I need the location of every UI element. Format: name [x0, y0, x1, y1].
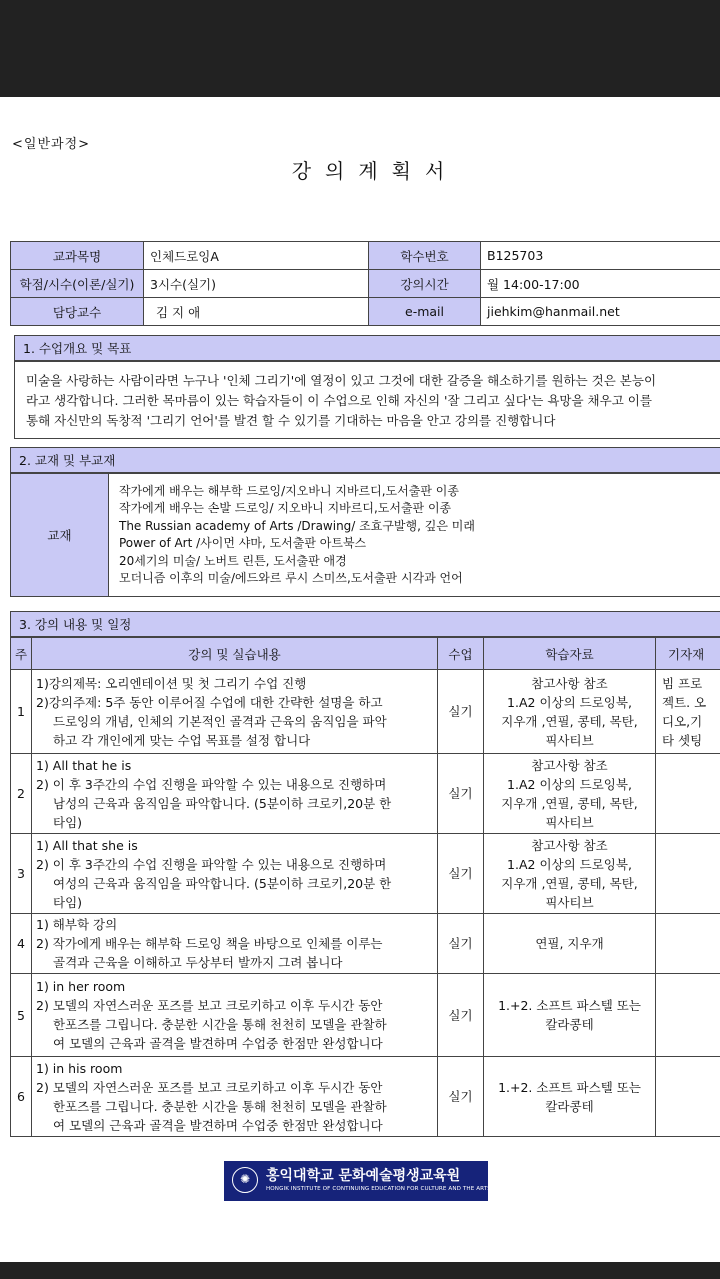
content-line: 1) 해부학 강의 — [36, 917, 118, 932]
course-code-label: 학수번호 — [369, 242, 481, 270]
bottom-bar — [0, 1262, 720, 1279]
info-row — [11, 270, 720, 298]
textbook-list — [109, 474, 720, 597]
material-line: 1.A2 이상의 드로잉북, — [507, 776, 632, 792]
content-line: 여 모델의 근육과 골격을 발견하며 수업중 한점만 완성합니다 — [53, 1036, 383, 1051]
week-content — [32, 914, 438, 974]
material-line: 연필, 지우개 — [535, 936, 604, 951]
week-method: 실기 — [438, 670, 484, 754]
professor-value: 김 지 애 — [144, 298, 369, 326]
material-line: 지우개 ,연필, 콩테, 목탄, — [501, 795, 638, 811]
material-line: 참고사항 참조 — [531, 837, 608, 853]
week-equipment — [656, 974, 720, 1057]
content-line: 2) 작가에게 배우는 해부학 드로잉 책을 바탕으로 인체를 이루는 — [36, 936, 383, 951]
table-row — [11, 754, 720, 834]
col-content: 강의 및 실습내용 — [32, 638, 438, 670]
textbook-item: Power of Art /사이먼 샤마, 도서출판 아트북스 — [119, 536, 367, 550]
material-line: 지우개 ,연필, 콩테, 목탄, — [501, 713, 638, 729]
content-line: 2) 모델의 자연스러운 포즈를 보고 크로키하고 이후 두시간 동안 — [36, 998, 383, 1013]
week-equipment — [656, 754, 720, 834]
content-line: 1) All that he is — [36, 757, 132, 773]
material-line: 1.+2. 소프트 파스텔 또는 — [498, 1079, 641, 1095]
week-content — [32, 834, 438, 914]
institute-name-korean: 홍익대학교 문화예술평생교육원 — [266, 1168, 461, 1184]
schedule-table — [10, 637, 720, 1137]
week-number: 1 — [11, 670, 32, 754]
material-line: 참고사항 참조 — [531, 675, 608, 691]
section1-body — [14, 361, 720, 439]
institute-name-english: HONGIK INSTITUTE OF CONTINUING EDUCATION FOR CULTURE AND THE ARTS — [266, 1186, 491, 1192]
overview-line: 미술을 사랑하는 사람이라면 누구나 '인체 그리기'에 열정이 있고 그것에 대한 갈증을 해소하기를 원하는 것은 본능이 — [26, 373, 657, 388]
week-method: 실기 — [438, 914, 484, 974]
content-line: 여 모델의 근육과 골격을 발견하며 수업중 한점만 완성합니다 — [53, 1117, 383, 1133]
week-number: 4 — [11, 914, 32, 974]
textbook-table — [10, 473, 720, 597]
week-equipment — [656, 670, 720, 754]
info-row — [11, 242, 720, 270]
equipment-line: 젝트. 오 — [662, 694, 707, 710]
lecture-time-label: 강의시간 — [369, 270, 481, 298]
section1-heading: 1. 수업개요 및 목표 — [14, 335, 720, 361]
table-row — [11, 974, 720, 1057]
week-number: 5 — [11, 974, 32, 1057]
course-name-value: 인체드로잉A — [144, 242, 369, 270]
content-line: 드로잉의 개념, 인체의 기본적인 골격과 근육의 움직임을 파악 — [53, 713, 387, 729]
content-line: 하고 각 개인에게 맞는 수업 목표를 설정 합니다 — [53, 732, 311, 748]
col-equipment: 기자재 — [656, 638, 720, 670]
textbook-item: The Russian academy of Arts /Drawing/ 조효구발행, 깊은 미래 — [119, 518, 475, 533]
content-line: 1) in his room — [36, 1060, 123, 1076]
week-equipment — [656, 1057, 720, 1137]
section3-heading: 3. 강의 내용 및 일정 — [10, 611, 720, 637]
material-line: 1.A2 이상의 드로잉북, — [507, 694, 632, 710]
week-method: 실기 — [438, 974, 484, 1057]
week-materials — [484, 1057, 656, 1137]
top-bar — [0, 0, 720, 97]
textbook-item: 작가에게 배우는 손발 드로잉/ 지오바니 지바르디,도서출판 이종 — [119, 501, 452, 515]
institute-logo — [224, 1161, 491, 1201]
content-line: 타임) — [53, 894, 83, 910]
material-line: 픽사티브 — [545, 814, 594, 830]
week-equipment — [656, 914, 720, 974]
overview-line: 라고 생각합니다. 그러한 목마름이 있는 학습자들이 이 수업으로 인해 자신의 '잘 그리고 싶다'는 욕망을 채우고 이를 — [26, 393, 652, 408]
col-week: 주 — [11, 638, 32, 670]
week-materials — [484, 670, 656, 754]
lecture-time-value: 월 14:00-17:00 — [481, 270, 720, 298]
equipment-line: 디오,기 — [662, 713, 703, 729]
col-method: 수업 — [438, 638, 484, 670]
section2-heading: 2. 교재 및 부교재 — [10, 447, 720, 473]
week-content — [32, 670, 438, 754]
content-line: 여성의 근육과 움직임을 파악합니다. (5분이하 크로키,20분 한 — [53, 875, 392, 891]
course-type: <일반과정> — [12, 137, 91, 152]
textbook-item: 모더니즘 이후의 미술/에드와르 루시 스미쓰,도서출판 시각과 언어 — [119, 571, 463, 585]
week-number: 3 — [11, 834, 32, 914]
content-line: 남성의 근육과 움직임을 파악합니다. (5분이하 크로키,20분 한 — [53, 795, 392, 811]
content-line: 2)강의주제: 5주 동안 이루어질 수업에 대한 간략한 설명을 하고 — [36, 694, 383, 710]
week-content — [32, 974, 438, 1057]
content-line: 1) in her room — [36, 979, 126, 994]
week-method: 실기 — [438, 1057, 484, 1137]
page-title: 강의계획서 — [291, 159, 459, 183]
course-name-label: 교과목명 — [11, 242, 144, 270]
week-materials — [484, 914, 656, 974]
textbook-item: 20세기의 미술/ 노버트 린튼, 도서출판 애경 — [119, 553, 347, 568]
material-line: 1.+2. 소프트 파스텔 또는 — [498, 998, 641, 1013]
col-materials: 학습자료 — [484, 638, 656, 670]
email-label: e-mail — [369, 298, 481, 326]
week-materials — [484, 974, 656, 1057]
week-method: 실기 — [438, 754, 484, 834]
material-line: 픽사티브 — [545, 732, 594, 748]
content-line: 한포즈를 그립니다. 충분한 시간을 통해 천천히 모델을 관찰하 — [53, 1017, 387, 1032]
content-line: 1)강의제목: 오리엔테이션 및 첫 그리기 수업 진행 — [36, 675, 307, 691]
material-line: 픽사티브 — [545, 894, 594, 910]
table-row — [11, 670, 720, 754]
content-line: 2) 이 후 3주간의 수업 진행을 파악할 수 있는 내용으로 진행하며 — [36, 856, 387, 872]
week-content — [32, 1057, 438, 1137]
content-line: 2) 모델의 자연스러운 포즈를 보고 크로키하고 이후 두시간 동안 — [36, 1079, 383, 1095]
schedule-header-row — [11, 638, 720, 670]
overview-line: 통해 자신만의 독창적 '그리기 언어'를 발견 할 수 있기를 기대하는 마음을 안고 강의를 진행합니다 — [26, 413, 556, 428]
table-row — [11, 1057, 720, 1137]
equipment-line: 타 셋팅 — [662, 732, 703, 748]
week-equipment — [656, 834, 720, 914]
equipment-line: 빔 프로 — [662, 675, 703, 691]
credits-value: 3시수(실기) — [144, 270, 369, 298]
week-method: 실기 — [438, 834, 484, 914]
table-row — [11, 914, 720, 974]
material-line: 지우개 ,연필, 콩테, 목탄, — [501, 875, 638, 891]
credits-label: 학점/시수(이론/실기) — [11, 270, 144, 298]
week-materials — [484, 754, 656, 834]
content-line: 골격과 근육을 이해하고 두상부터 발까지 그려 봅니다 — [53, 955, 343, 970]
textbook-item: 작가에게 배우는 해부학 드로잉/지오바니 지바르디,도서출판 이종 — [119, 483, 459, 498]
professor-label: 담당교수 — [11, 298, 144, 326]
week-content — [32, 754, 438, 834]
content-line: 2) 이 후 3주간의 수업 진행을 파악할 수 있는 내용으로 진행하며 — [36, 776, 387, 792]
university-emblem-icon: ✺ — [232, 1167, 258, 1193]
textbook-label: 교재 — [11, 474, 109, 597]
material-line: 칼라콩테 — [545, 1017, 594, 1032]
email-value[interactable]: jiehkim@hanmail.net — [481, 298, 720, 326]
course-code-value: B125703 — [481, 242, 720, 270]
table-row — [11, 834, 720, 914]
material-line: 칼라콩테 — [545, 1098, 594, 1114]
section1-text — [26, 371, 656, 431]
material-line: 참고사항 참조 — [531, 757, 608, 773]
week-materials — [484, 834, 656, 914]
info-row — [11, 298, 720, 326]
course-info-table — [10, 241, 720, 326]
week-number: 2 — [11, 754, 32, 834]
content-line: 타임) — [53, 814, 83, 830]
week-number: 6 — [11, 1057, 32, 1137]
material-line: 1.A2 이상의 드로잉북, — [507, 856, 632, 872]
content-line: 한포즈를 그립니다. 충분한 시간을 통해 천천히 모델을 관찰하 — [53, 1098, 387, 1114]
document-page — [0, 97, 720, 1262]
content-line: 1) All that she is — [36, 837, 138, 853]
